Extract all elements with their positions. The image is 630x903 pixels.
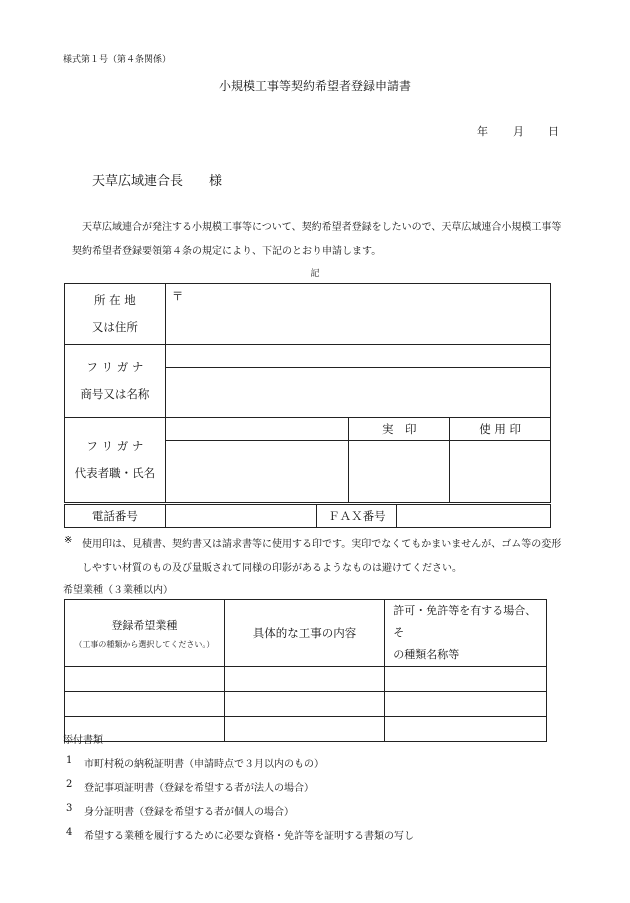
address-field[interactable] xyxy=(165,284,550,345)
work-content-cell[interactable] xyxy=(224,717,385,742)
attachment-item: 希望する業種を履行するために必要な資格・免許等を証明する書類の写し xyxy=(84,831,414,842)
company-label-cell xyxy=(65,345,166,418)
attachments-title: 添付書類 xyxy=(63,735,103,746)
representative-name-field[interactable] xyxy=(165,441,349,503)
license-cell[interactable] xyxy=(385,692,547,717)
company-name-label: 商号又は名称 xyxy=(80,387,150,401)
representative-label-cell xyxy=(65,418,166,503)
business-type-cell[interactable] xyxy=(65,667,225,692)
license-cell[interactable] xyxy=(385,717,547,742)
applicant-table xyxy=(64,283,551,503)
addressee-name: 天草広域連合長 xyxy=(92,174,184,189)
license-header xyxy=(385,600,547,667)
business-section-title: 希望業種（３業種以内） xyxy=(63,585,173,596)
attachment-number: 2 xyxy=(66,779,73,790)
work-content-header: 具体的な工事の内容 xyxy=(224,600,385,667)
representative-label: 代表者職・氏名 xyxy=(74,466,156,480)
representative-furigana-field[interactable] xyxy=(165,418,349,441)
fax-field[interactable] xyxy=(397,505,551,528)
note-line-2: しやすい材質のもの及び量販されて同様の印影があるようなものは避けてください。 xyxy=(82,563,462,574)
license-header-line-1: 許可・免許等を有する場合、そ xyxy=(393,604,537,639)
business-type-cell[interactable] xyxy=(65,692,225,717)
address-label-2: 又は住所 xyxy=(91,320,138,334)
intro-line-2: 契約希望者登録要領第４条の規定により、下記のとおり申請します。 xyxy=(72,246,382,257)
business-type-header xyxy=(65,600,225,667)
license-cell[interactable] xyxy=(385,667,547,692)
furigana-label: フ リ ガ ナ xyxy=(86,360,144,374)
attachment-number: 3 xyxy=(66,803,73,814)
company-name-field[interactable] xyxy=(165,368,550,418)
business-type-header-note: （工事の種類から選択してください。） xyxy=(74,639,215,649)
table-row xyxy=(65,667,547,692)
address-label-1: 所 在 地 xyxy=(94,293,136,307)
business-type-header-title: 登録希望業種 xyxy=(111,618,178,632)
form-number: 様式第１号（第４条関係） xyxy=(63,55,172,65)
attachment-item: 市町村税の納税証明書（申請時点で３月以内のもの） xyxy=(84,759,324,770)
intro-line-1: 天草広域連合が発注する小規模工事等について、契約希望者登録をしたいので、天草広域連合小規模工事等 xyxy=(82,222,562,233)
date-month: 月 xyxy=(513,125,524,138)
used-seal-box[interactable] xyxy=(450,441,551,503)
fax-label: ＦＡＸ番号 xyxy=(317,505,397,528)
postal-mark: 〒 xyxy=(171,289,184,303)
address-label-cell xyxy=(65,284,166,345)
ki-label: 記 xyxy=(310,269,320,279)
phone-label: 電話番号 xyxy=(65,505,166,528)
phone-field[interactable] xyxy=(165,505,317,528)
attachment-item: 身分証明書（登録を希望する者が個人の場合） xyxy=(84,807,294,818)
page-title: 小規模工事等契約希望者登録申請書 xyxy=(218,79,411,93)
attachment-item: 登記事項証明書（登録を希望する者が法人の場合） xyxy=(84,783,314,794)
note-mark: ※ xyxy=(64,535,73,546)
date-day: 日 xyxy=(548,125,559,138)
used-seal-label: 使 用 印 xyxy=(450,418,551,441)
table-row xyxy=(65,692,547,717)
registered-seal-label: 実 印 xyxy=(349,418,450,441)
rep-furigana-label: フ リ ガ ナ xyxy=(86,439,144,453)
addressee-honorific: 様 xyxy=(209,174,223,189)
company-furigana-field[interactable] xyxy=(165,345,550,368)
work-content-cell[interactable] xyxy=(224,667,385,692)
note-line-1: 使用印は、見積書、契約書又は請求書等に使用する印です。実印でなくてもかまいませんが、ゴム等の変形 xyxy=(82,539,562,550)
date-year: 年 xyxy=(477,125,488,138)
license-header-line-2: の種類名称等 xyxy=(393,648,460,661)
attachment-number: 4 xyxy=(66,827,73,838)
table-row xyxy=(65,717,547,742)
business-table xyxy=(64,599,547,742)
attachment-number: 1 xyxy=(66,755,73,766)
registered-seal-box[interactable] xyxy=(349,441,450,503)
contact-table xyxy=(64,504,551,528)
work-content-cell[interactable] xyxy=(224,692,385,717)
